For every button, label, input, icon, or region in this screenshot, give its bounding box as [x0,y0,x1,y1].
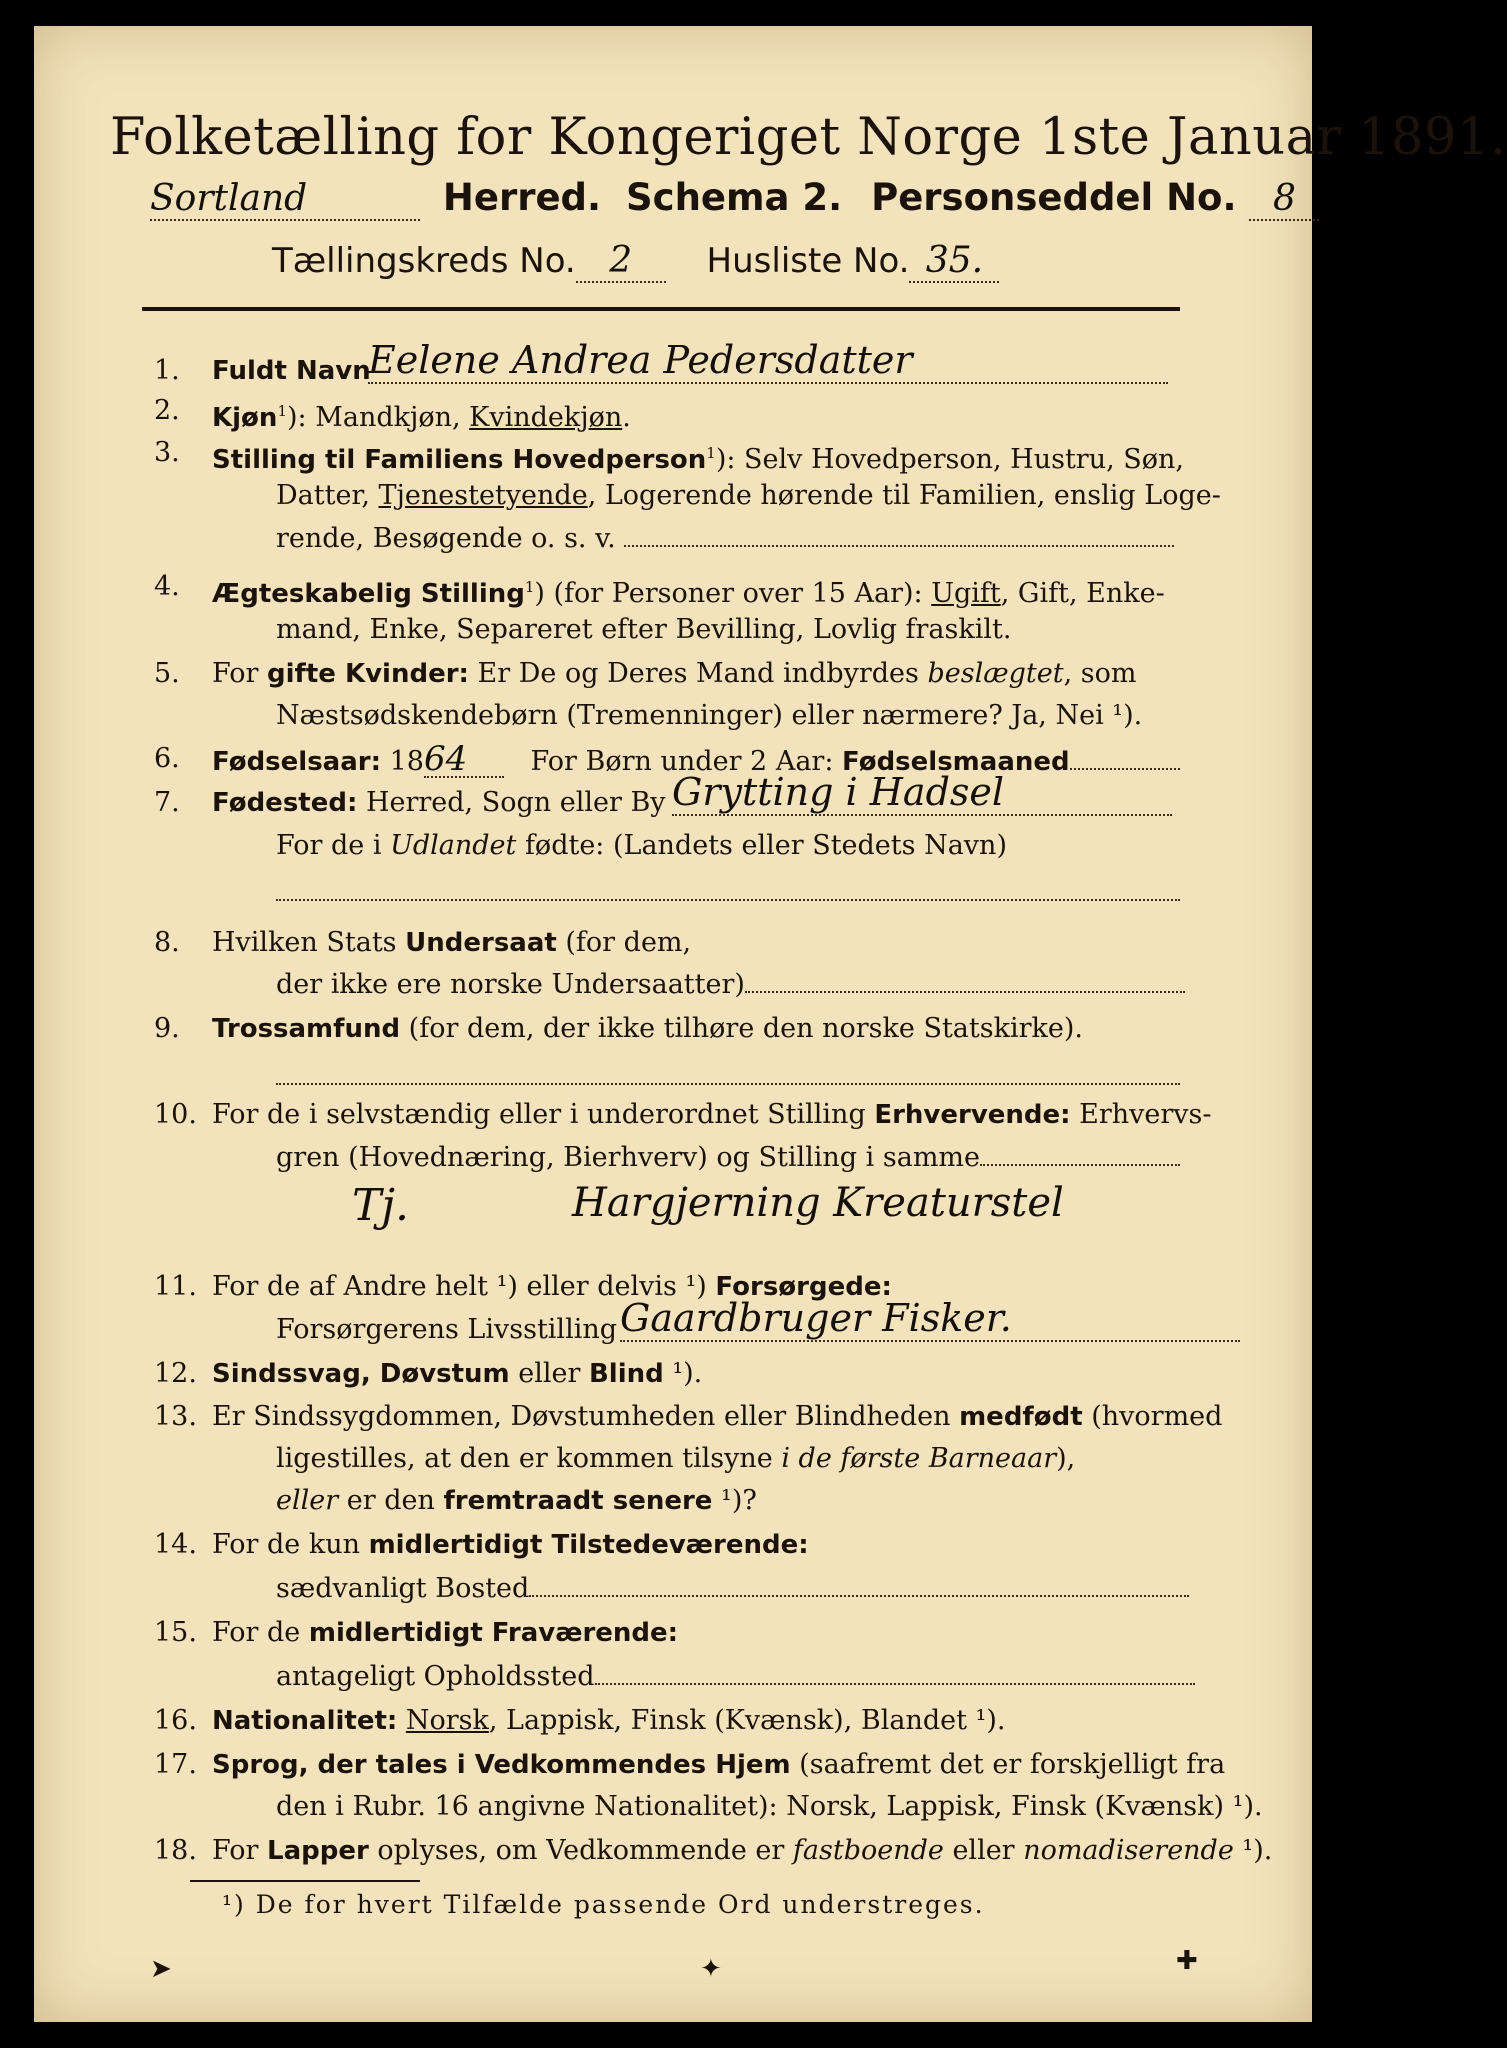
text: beslægtet [927,658,1064,689]
field-sprog-line2: den i Rubr. 16 angivne Nationalitet): Norsk, Lappisk, Finsk (Kvænsk) ¹). [276,1791,1263,1822]
row-number: 18. [154,1835,197,1866]
selected-option: Tjenestetyende [378,480,588,511]
text: Erhvervs- [1070,1099,1212,1130]
field-medfodt-line2 [276,1442,1075,1476]
text: , Lappisk, Finsk (Kvænsk), Blandet ¹). [488,1705,1006,1736]
row-number: 13. [154,1401,197,1432]
field-undersaat [212,926,691,960]
field-tilstede [212,1528,809,1562]
field-label-stilling: Stilling til Familiens Hovedperson [212,445,707,475]
field-label-sprog: Sprog, der tales i Vedkommendes Hjem [212,1750,791,1780]
text: rende, Besøgende o. s. v. [276,523,616,554]
form-title: Folketælling for Kongeriget Norge 1ste Januar 1891. [110,108,1507,167]
row-number: 10. [154,1099,197,1130]
field-label-fodselsmaaned: Fødselsmaaned [842,747,1070,777]
row-number: 12. [154,1358,197,1389]
row-number: 1. [154,355,180,386]
row-number: 8. [154,927,180,958]
field-gifte-kvinder [212,657,1136,691]
selected-option: Norsk [405,1705,489,1736]
text: (for dem, [556,927,692,958]
text: (hvormed [1082,1401,1223,1432]
text: gren (Hovednæring, Bierhverv) og Stilling i samme [276,1142,981,1173]
field-value-fodselsaar: 64 [424,742,504,778]
text: , som [1063,658,1137,689]
text: For [212,658,268,689]
field-label-fodested: Fødested: [212,788,358,818]
row-number: 14. [154,1529,197,1560]
field-fodested-line2 [276,829,1007,863]
text: For Børn under 2 Aar: [530,746,842,777]
field-label-fremtraadt: fremtraadt senere [443,1486,713,1516]
text: i de første Barneaar [781,1443,1057,1474]
text: ): Selv Hovedperson, Hustru, Søn, [715,444,1184,475]
text: oplyses, om Vedkommende er [368,1835,793,1866]
field-label-lapper: Lapper [267,1836,369,1866]
text: nomadiserende [1023,1835,1234,1866]
row-number: 9. [154,1013,180,1044]
husliste-value: 35. [909,240,999,283]
text: Hvilken Stats [212,927,406,958]
field-fravaerende [212,1616,678,1650]
text: ), [1056,1443,1076,1474]
field-value-erhverv-b: Hargjerning Kreaturstel [572,1180,1064,1226]
text: eller [276,1485,339,1516]
header-rule [142,307,1180,311]
field-label-fravaerende: midlertidigt Fraværende: [308,1618,679,1648]
text: For de af Andre helt ¹) eller delvis ¹) [212,1271,716,1302]
row-number: 17. [154,1749,197,1780]
dotted-line [745,990,1185,993]
footnote-ref: 1 [277,402,287,420]
text: ¹)? [712,1485,757,1516]
field-label-aegteskab: Ægteskabelig Stilling [212,579,525,609]
field-label-trossamfund: Trossamfund [212,1014,401,1044]
field-value-forsorger: Gaardbruger Fisker. [620,1296,1240,1342]
field-sindssvag [212,1357,702,1391]
field-gifte-kvinder-line2: Næstsødskendebørn (Tremenninger) eller nærmere? Ja, Nei ¹). [276,700,1143,731]
text: Datter, [276,480,379,511]
field-label-sindssvag: Sindssvag, Døvstum [212,1359,510,1389]
field-fodested [212,786,666,820]
text: eller [509,1358,589,1389]
text: For de i [276,830,391,861]
footnote: ¹) De for hvert Tilfælde passende Ord understreges. [222,1890,985,1919]
field-label-fodselsaar: Fødselsaar: [212,747,381,777]
row-number: 11. [154,1271,197,1302]
text: (saafremt det er forskjelligt fra [790,1749,1226,1780]
text: , Gift, Enke- [1000,578,1165,609]
field-trossamfund [212,1012,1083,1046]
text: der ikke ere norske Undersaatter) [276,969,745,1000]
header-line-kreds [272,240,999,283]
text: ligestilles, at den er kommen tilsyne [276,1443,782,1474]
schema-label: Schema 2. [625,176,843,219]
field-label-blind: Blind [588,1359,664,1389]
corner-mark-icon: ✦ [700,1954,722,1984]
text: . [622,402,631,433]
field-forsorgede-line2: Forsørgerens Livsstilling [276,1314,618,1345]
text: (for dem, der ikke tilhøre den norske Statskirke). [400,1013,1083,1044]
corner-mark-icon: ➤ [150,1954,172,1984]
text: 18 [381,746,424,777]
row-number: 3. [154,437,180,468]
field-kjon [212,394,631,435]
header-line-herred [150,176,1296,221]
field-label-medfodt: medfødt [959,1402,1083,1432]
dotted-line [276,898,1180,901]
text: Udlandet [390,830,517,861]
row-number: 5. [154,658,180,689]
text: er den [338,1485,444,1516]
field-lapper [212,1834,1272,1868]
field-aegteskab [212,570,1165,611]
text: fastboende [792,1835,944,1866]
field-label-kjon: Kjøn [212,403,278,433]
field-stilling-line2 [276,479,1221,513]
herred-value: Sortland [150,178,420,221]
personseddel-value: 8 [1249,178,1319,221]
text: ¹). [663,1358,703,1389]
row-number: 7. [154,787,180,818]
dotted-line [529,1594,1189,1597]
field-label-undersaat: Undersaat [405,928,557,958]
corner-mark-icon: ✚ [1176,1946,1198,1976]
text: ) (for Personer over 15 Aar): [534,578,932,609]
field-sprog [212,1748,1225,1782]
field-nationalitet [212,1704,1005,1738]
text: antageligt Opholdssted [276,1661,595,1692]
field-value-navn: Eelene Andrea Pedersdatter [368,338,1168,384]
dotted-line [624,544,1174,547]
row-number: 4. [154,571,180,602]
kreds-label: Tællingskreds No. [272,241,576,281]
text: , Logerende hørende til Familien, enslig Loge- [587,480,1221,511]
field-stilling [212,436,1184,477]
text: ¹). [1233,1835,1273,1866]
field-value-fodested: Grytting i Hadsel [672,770,1172,816]
text: eller [943,1835,1024,1866]
field-aegteskab-line2: mand, Enke, Separeret efter Bevilling, Lovlig fraskilt. [276,614,1012,645]
row-number: 15. [154,1617,197,1648]
field-value-erhverv-a: Tj. [352,1180,409,1231]
dotted-line [980,1163,1180,1166]
footnote-ref: 1 [706,444,716,462]
field-label-erhverv: Erhvervende: [874,1100,1071,1130]
field-medfodt-line3 [276,1484,757,1518]
field-label-tilstede: midlertidigt Tilstedeværende: [368,1530,809,1560]
field-undersaat-line2 [276,968,1185,1002]
text: fødte: (Landets eller Stedets Navn) [516,830,1007,861]
text: Herred, Sogn eller By [357,787,666,818]
text: For de kun [212,1529,369,1560]
text: ): Mandkjøn, [286,402,470,433]
row-number: 2. [154,395,180,426]
dotted-line [595,1682,1195,1685]
kreds-value: 2 [576,240,666,283]
text: For de i selvstændig eller i underordnet Stilling [212,1099,875,1130]
field-tilstede-line2 [276,1572,1189,1606]
field-label-nationalitet: Nationalitet: [212,1706,398,1736]
field-label-gifte-kvinder: gifte Kvinder: [267,659,469,689]
field-erhverv [212,1098,1212,1132]
text: For [212,1835,268,1866]
selected-option: Ugift [931,578,1001,609]
herred-label: Herred. [442,176,602,219]
personseddel-label: Personseddel No. [871,176,1237,219]
field-label-fuldt-navn: Fuldt Navn [212,356,371,386]
footnote-ref: 1 [524,578,535,596]
row-number: 16. [154,1705,197,1736]
field-stilling-line3 [276,522,1174,556]
text: sædvanligt Bosted [276,1573,530,1604]
husliste-label: Husliste No. [706,241,910,281]
dotted-line [276,1082,1180,1085]
text: Er Sindssygdommen, Døvstumheden eller Blindheden [212,1401,960,1432]
field-medfodt [212,1400,1222,1434]
text: For de [212,1617,309,1648]
footnote-rule [190,1880,420,1882]
row-number: 6. [154,743,180,774]
field-label-forsorgede: Forsørgede: [715,1272,892,1302]
selected-option: Kvindekjøn [469,402,623,433]
text: Er De og Deres Mand indbyrdes [468,658,928,689]
field-erhverv-line2 [276,1141,1180,1175]
field-fravaerende-line2 [276,1660,1195,1694]
